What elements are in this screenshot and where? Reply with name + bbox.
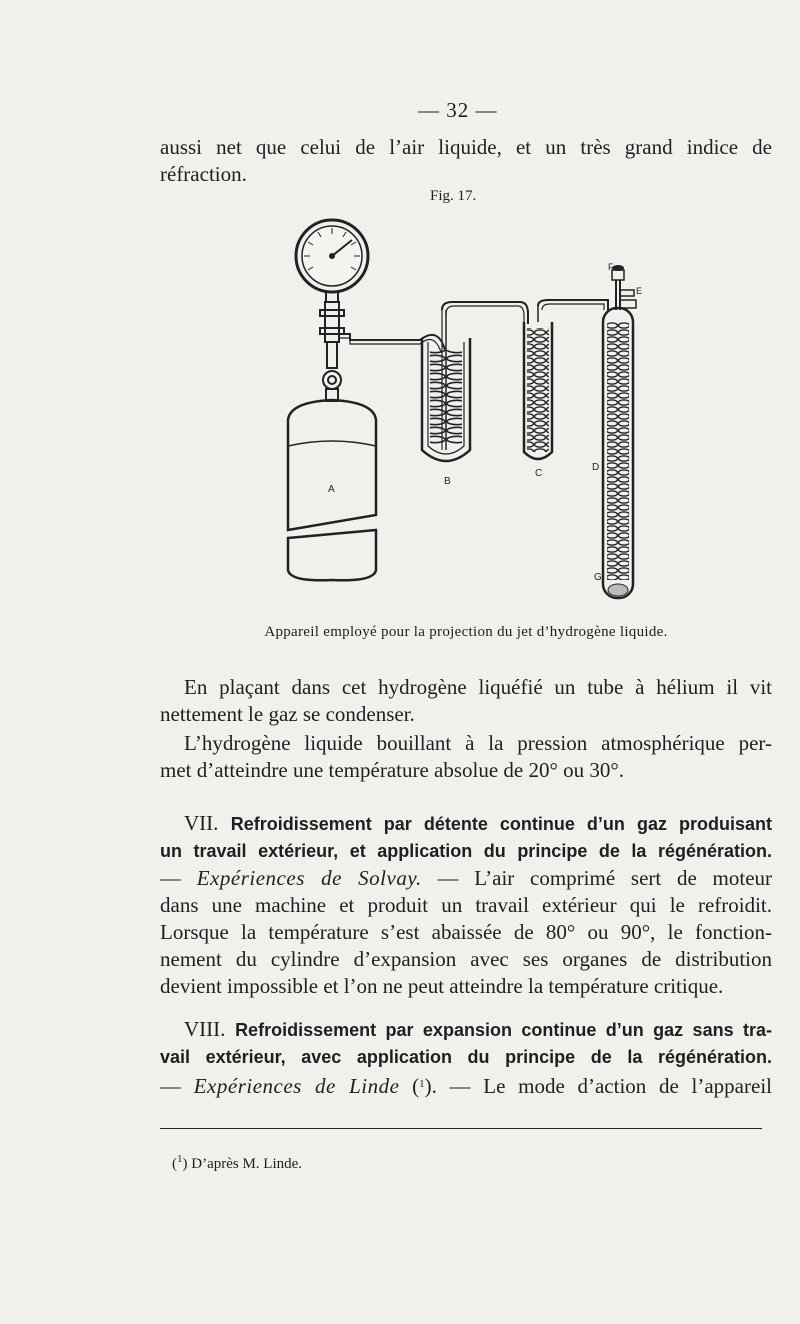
experiment-title: Expériences de Solvay. <box>196 866 422 890</box>
text-line: L’hydrogène liquide bouillant à la pression atmosphérique per- <box>184 731 772 755</box>
footnote-ref[interactable]: 1 <box>419 1078 425 1090</box>
text-line: En plaçant dans cet hydrogène liquéfié un tube à hélium il vit <box>184 675 772 699</box>
dash: — <box>160 1074 194 1098</box>
figure-caption: Appareil employé pour la projection du jet d’hydrogène liquide. <box>264 624 668 640</box>
figure-label: Fig. 17. <box>430 188 477 204</box>
text-line: aussi net que celui de l’air liquide, et un très grand indice de <box>160 135 772 159</box>
vessel-c-icon <box>524 306 552 459</box>
letter-e: E <box>636 286 643 296</box>
letter-f: F <box>608 262 614 272</box>
section-heading-cont: vail extérieur, avec application du principe de la régénération. <box>160 1047 772 1067</box>
dash: — <box>160 866 197 890</box>
letter-c: C <box>535 468 543 479</box>
section-number: VIII. <box>184 1017 226 1041</box>
section-heading: Refroidissement par expansion continue d’un gaz sans tra- <box>235 1020 772 1040</box>
section-heading: Refroidissement par détente continue d’un gaz produisant <box>230 814 772 834</box>
paragraph-hydrogen <box>160 730 772 784</box>
text-line: nettement le gaz se condenser. <box>160 702 415 726</box>
letter-a: A <box>328 484 335 495</box>
section-viii: VIII. Refroidissement par expansion continue d’un gaz sans tra- vail extérieur, avec application du principe de la régénération. — Expériences de Linde ($^1$). — Le mode d’action de l’appareil <box>160 1017 772 1098</box>
paragraph-helium <box>160 674 772 728</box>
text-line: réfraction. <box>160 162 247 186</box>
letter-d: D <box>592 462 600 473</box>
section-vii <box>160 810 772 1000</box>
section-number: VII. <box>184 811 219 835</box>
footnote-mark: 1 <box>177 1153 183 1165</box>
letter-g: G <box>594 572 602 583</box>
paragraph-intro <box>160 134 772 188</box>
footnote-divider <box>160 1128 762 1129</box>
column-d-icon <box>603 265 636 598</box>
text-line: dans une machine et produit un travail extérieur qui le refroidit. <box>160 893 772 917</box>
text-line: devient impossible et l’on ne peut atteindre la température critique. <box>160 974 724 998</box>
pressure-gauge-icon <box>296 220 368 302</box>
text-line: Lorsque la température s’est abaissée de 80° ou 90°, le fonction- <box>160 920 772 944</box>
text-line: nement du cylindre d’expansion avec ses organes de distribution <box>160 947 772 971</box>
experiment-title: Expériences de Linde <box>193 1074 400 1098</box>
text-span: ). — Le mode d’action de l’appareil <box>424 1074 772 1098</box>
section-heading-cont: un travail extérieur, et application du principe de la régénération. <box>160 841 772 861</box>
apparatus-illustration <box>270 210 670 610</box>
page-number: — 32 — <box>418 98 498 122</box>
text-span: — L’air comprimé sert de moteur <box>421 866 773 890</box>
footnote: ($^1$) D’après M. Linde. <box>172 1153 303 1172</box>
footnote-text: ) D’après M. Linde. <box>182 1156 303 1172</box>
text-line: met d’atteindre une température absolue de 20° ou 30°. <box>160 758 625 782</box>
letter-b: B <box>444 476 451 487</box>
vessel-b-icon <box>422 310 470 461</box>
